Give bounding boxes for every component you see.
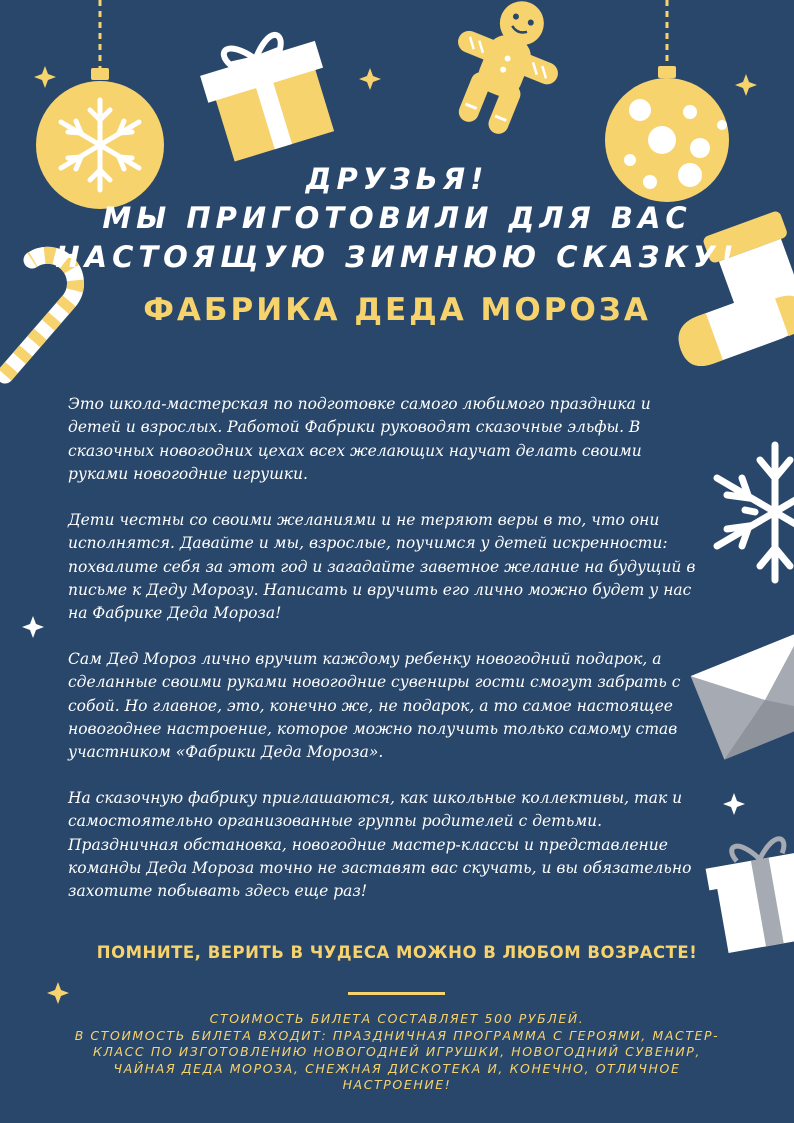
paragraph-gifts: Сам Дед Мороз лично вручит каждому ребенку новогодний подарок, а сделанные своими руками новогодние сувениры гости смогут забрать с собой. Но главное, это, конечно же, не подарок, а то самое настоящее новогоднее настроение, которое можно получить только самому став участником «Фабрики Деда Мороза». [68,650,681,762]
headline-line-2: МЫ ПРИГОТОВИЛИ ДЛЯ ВАС [102,201,692,235]
snowflake-icon [717,445,794,580]
paragraph-intro: Это школа-мастерская по подготовке самого любимого праздника и детей и взрослых. Работой Фабрики руководят сказочные эльфы. В сказочных новогодних цехах всех желающих научат делать своими руками новогодние игрушки. [68,395,651,483]
grey-gift-icon [703,830,794,954]
gift-box-icon [195,24,342,164]
price-info [70,1011,724,1094]
price-includes: В СТОИМОСТЬ БИЛЕТА ВХОДИТ: ПРАЗДНИЧНАЯ ПРОГРАММА С ГЕРОЯМИ, МАСТЕР-КЛАСС ПО ИЗГОТОВЛЕНИЮ НОВОГОДНЕЙ ИГРУШКИ, НОВОГОДНИЙ СУВЕНИР, ЧАЙНАЯ ДЕДА МОРОЗА, СНЕЖНАЯ ДИСКОТЕКА И, КОНЕЧНО, ОТЛИЧНОЕ НАСТРОЕНИЕ! [74,1027,720,1092]
headline-line-3: НАСТОЯЩУЮ ЗИМНЮЮ СКАЗКУ! [55,240,739,274]
divider [348,992,445,995]
page-title: ФАБРИКА ДЕДА МОРОЗА [143,292,651,328]
headline-line-1: ДРУЗЬЯ! [305,162,489,196]
reminder-text: ПОМНИТЕ, ВЕРИТЬ В ЧУДЕСА МОЖНО В ЛЮБОМ ВОЗРАСТЕ! [96,943,698,962]
paragraph-invitation: На сказочную фабрику приглашаются, как школьные коллективы, так и самостоятельно организованные группы родителей с детьми. Праздничная обстановка, новогодние мастер-классы и представление команды Деда Мороза точно не заставят вас скучать, и вы обязательно захотите побывать здесь еще раз! [68,789,692,901]
paragraph-wishes: Дети честны со своими желаниями и не теряют веры в то, что они исполнятся. Давайте и мы, взрослые, поучимся у детей искренности: похвалите себя за этот год и загадайте заветное желание на будущий в письме к Деду Морозу. Написать и вручить его лично можно будет у нас на Фабрике Деда Мороза! [68,511,696,623]
gingerbread-man-icon [431,0,579,147]
price-line: СТОИМОСТЬ БИЛЕТА СОСТАВЛЯЕТ 500 РУБЛЕЙ. [209,1011,585,1026]
envelope-icon [691,631,794,759]
